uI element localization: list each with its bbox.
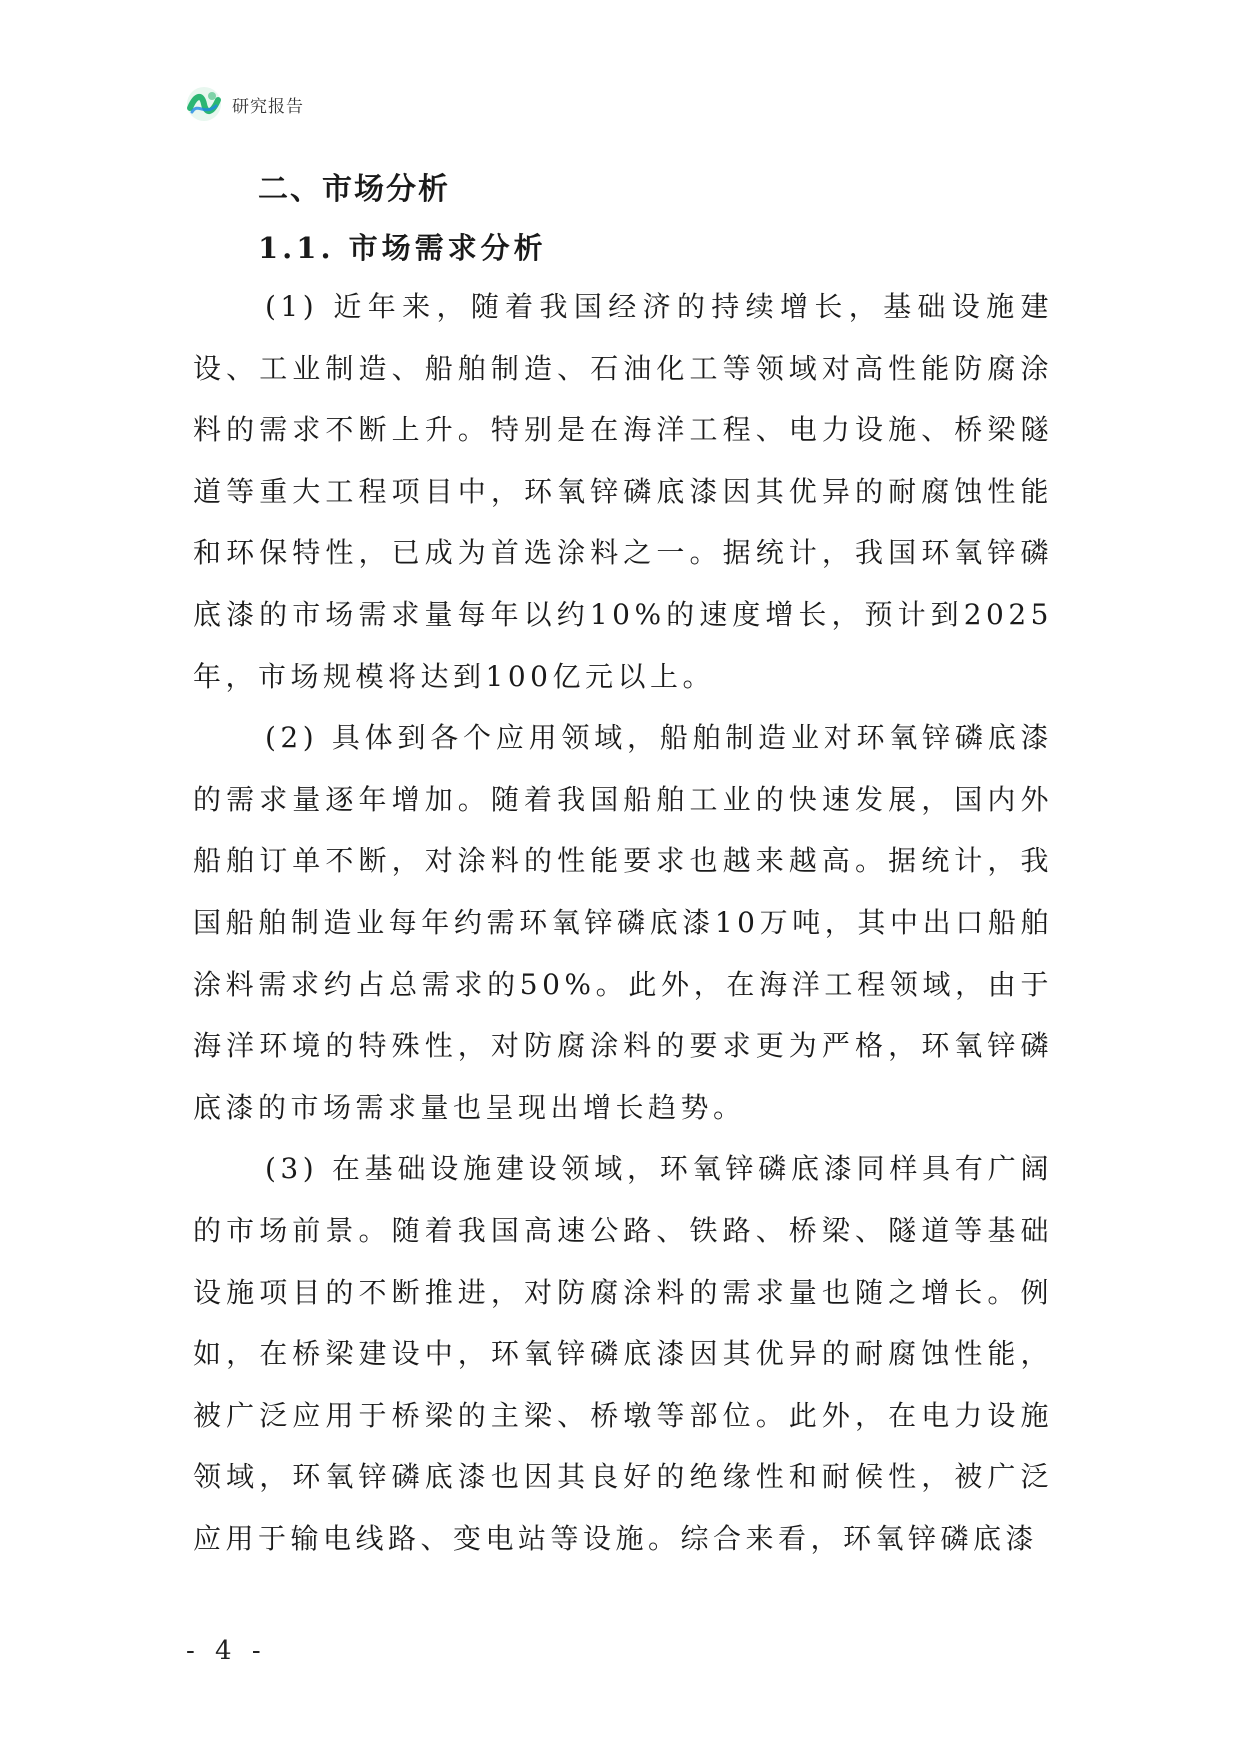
document-body (193, 160, 1053, 1569)
header-title: 研究报告 (232, 96, 304, 117)
paragraph-2: (2) 具体到各个应用领域，船舶制造业对环氧锌磷底漆的需求量逐年增加。随着我国船舶工业的快速发展，国内外船舶订单不断，对涂料的性能要求也越来越高。据统计，我国船舶制造业每年约需环氧锌磷底漆10万吨，其中出口船舶涂料需求约占总需求的50%。此外，在海洋工程领域，由于海洋环境的特殊性，对防腐涂料的要求更为严格，环氧锌磷底漆的市场需求量也呈现出增长趋势。 (193, 721, 1053, 1124)
paragraph-3: (3) 在基础设施建设领域，环氧锌磷底漆同样具有广阔的市场前景。随着我国高速公路、铁路、桥梁、隧道等基础设施项目的不断推进，对防腐涂料的需求量也随之增长。例如，在桥梁建设中，环氧锌磷底漆因其优异的耐腐蚀性能，被广泛应用于桥梁的主梁、桥墩等部位。此外，在电力设施领域，环氧锌磷底漆也因其良好的绝缘性和耐候性，被广泛应用于输电线路、变电站等设施。综合来看，环氧锌磷底漆 (193, 1152, 1053, 1555)
section-heading: 二、市场分析 (258, 172, 450, 207)
subsection-heading: 1.1. 市场需求分析 (258, 231, 547, 265)
logo-icon (186, 86, 222, 122)
paragraph-1: (1) 近年来，随着我国经济的持续增长，基础设施建设、工业制造、船舶制造、石油化工等领域对高性能防腐涂料的需求不断上升。特别是在海洋工程、电力设施、桥梁隧道等重大工程项目中，环氧锌磷底漆因其优异的耐腐蚀性能和环保特性，已成为首选涂料之一。据统计，我国环氧锌磷底漆的市场需求量每年以约10%的速度增长，预计到2025年，市场规模将达到100亿元以上。 (193, 290, 1053, 693)
page-header (186, 84, 304, 124)
page-number: - 4 - (186, 1636, 267, 1666)
